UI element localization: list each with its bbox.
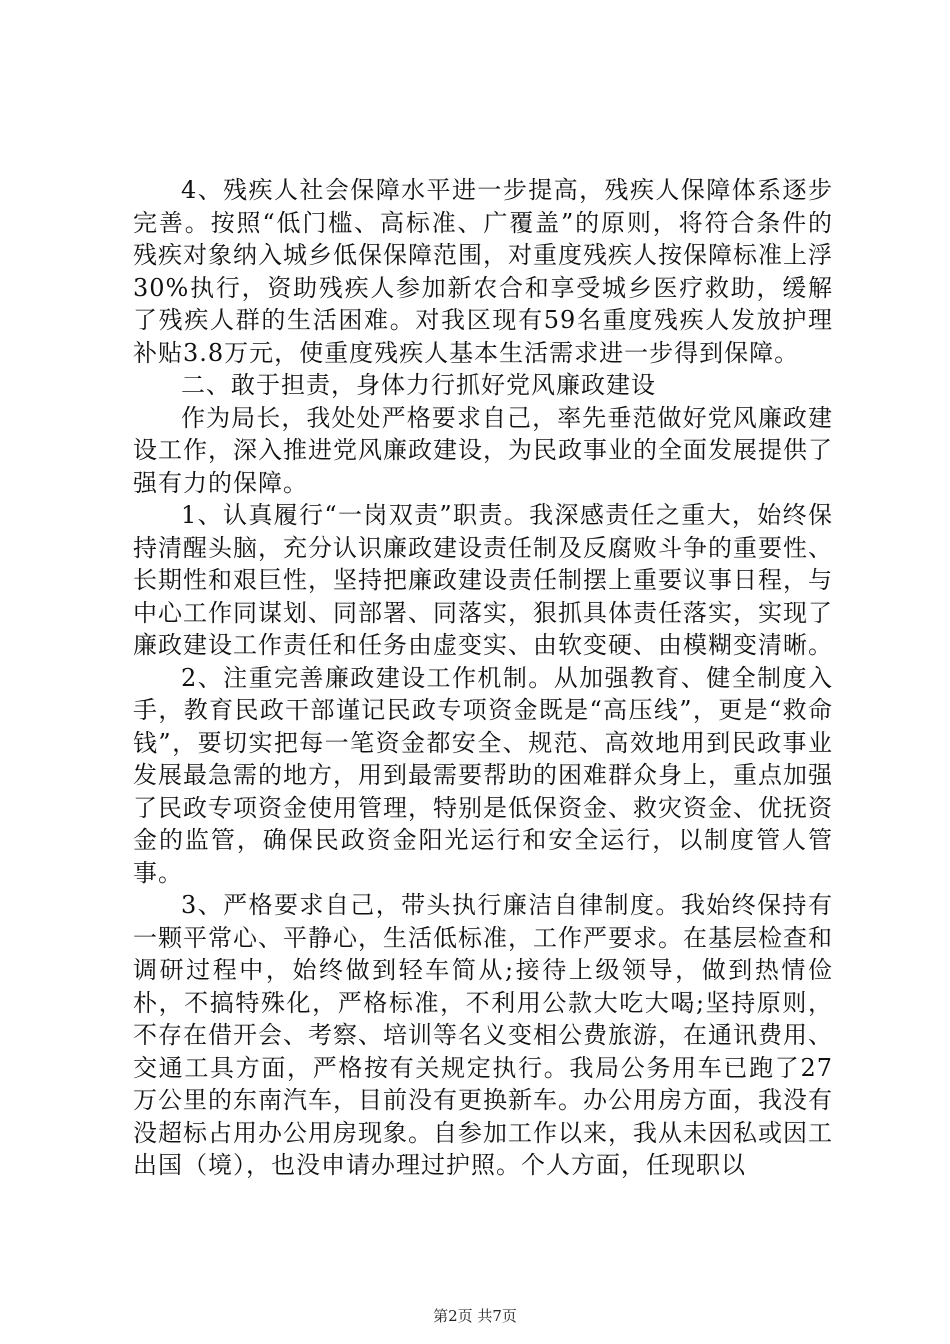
section-heading-integrity: 二、敢于担责，身体力行抓好党风廉政建设 <box>181 371 656 399</box>
paragraph-self-discipline: 3、严格要求自己，带头执行廉洁自律制度。我始终保持有一颗平常心、平静心，生活低标准，工作严要求。在基层检查和调研过程中，始终做到轻车简从;接待上级领导，做到热情俭朴，不搞特殊化，严格标准，不利用公款大吃大喝;坚持原则，不存在借开会、考察、培训等名义变相公费旅游，在通讯费用、交通工具方面，严格按有关规定执行。我局公务用车已跑了27万公里的东南汽车，目前没有更换新车。办公用房方面，我没有没超标占用办公用房现象。自参加工作以来，我从未因私或因工出国（境），也没申请办理过护照。个人方面，任现职以 <box>133 891 833 1179</box>
paragraph-integrity-mechanism: 2、注重完善廉政建设工作机制。从加强教育、健全制度入手，教育民政干部谨记民政专项资金既是“高压线”，更是“救命钱”，要切实把每一笔资金都安全、规范、高效地用到民政事业发展最急需的地方，用到最需要帮助的困难群众身上，重点加强了民政专项资金使用管理，特别是低保资金、救灾资金、优抚资金的监管，确保民政资金阳光运行和安全运行，以制度管人管事。 <box>133 663 833 887</box>
paragraph-disability-security: 4、残疾人社会保障水平进一步提高，残疾人保障体系逐步完善。按照“低门槛、高标准、广覆盖”的原则，将符合条件的残疾对象纳入城乡低保保障范围，对重度残疾人按保障标准上浮30%执行，资助残疾人参加新农合和享受城乡医疗救助，缓解了残疾人群的生活困难。对我区现有59名重度残疾人发放护理补贴3.8万元，使重度残疾人基本生活需求进一步得到保障。 <box>133 176 833 367</box>
page-number-footer: 第2页 共7页 <box>433 1307 517 1325</box>
paragraph-director-role: 作为局长，我处处严格要求自己，率先垂范做好党风廉政建设工作，深入推进党风廉政建设，为民政事业的全面发展提供了强有力的保障。 <box>133 403 833 497</box>
paragraph-dual-responsibility: 1、认真履行“一岗双责”职责。我深感责任之重大，始终保持清醒头脑，充分认识廉政建设责任制及反腐败斗争的重要性、长期性和艰巨性，坚持把廉政建设责任制摆上重要议事日程，与中心工作同谋划、同部署、同落实，狠抓具体责任落实，实现了廉政建设工作责任和任务由虚变实、由软变硬、由模糊变清晰。 <box>133 501 833 659</box>
document-body <box>133 174 833 1182</box>
